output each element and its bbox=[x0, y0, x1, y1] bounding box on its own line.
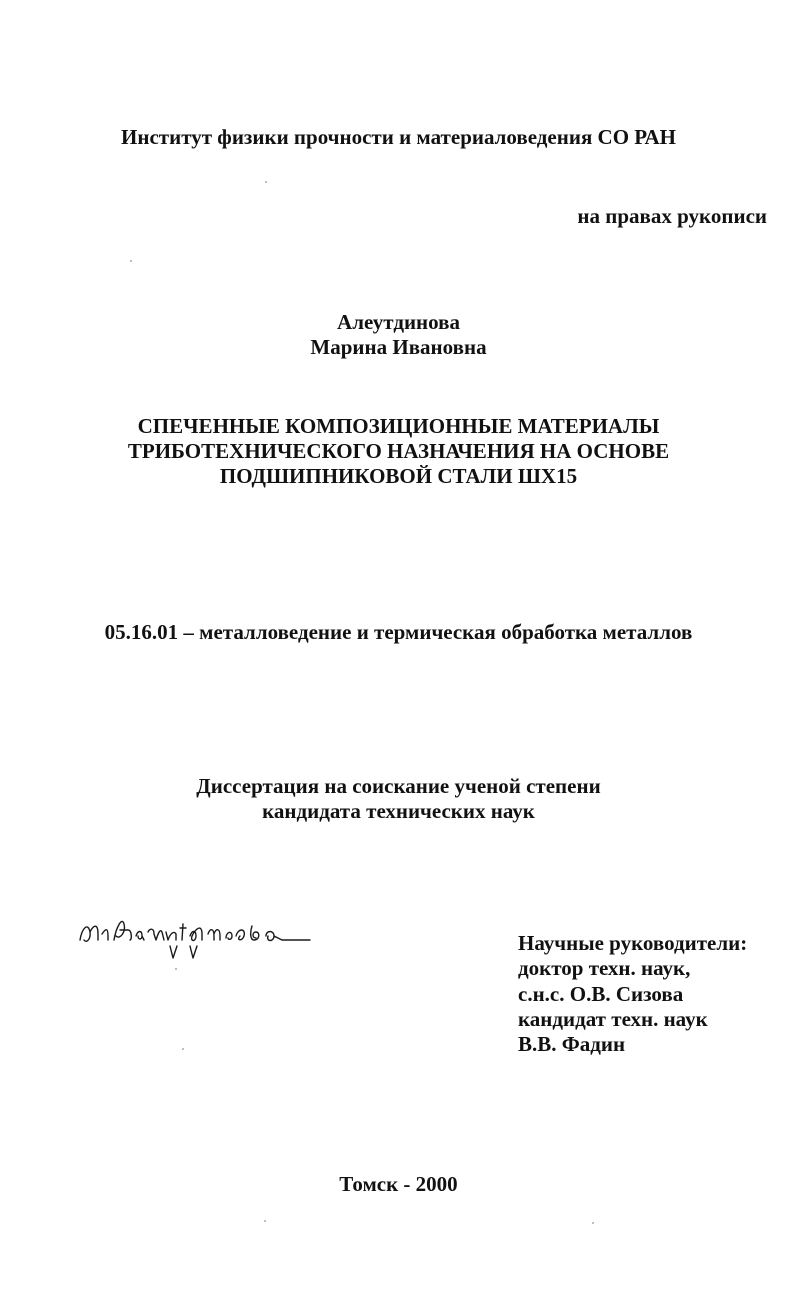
dissertation-title-line-3: ПОДШИПНИКОВОЙ СТАЛИ ШХ15 bbox=[219, 464, 578, 488]
degree-line-1: Диссертация на соискание ученой степени bbox=[196, 774, 601, 798]
manuscript-note: на правах рукописи bbox=[577, 204, 767, 228]
supervisor-line-2: с.н.с. О.В. Сизова bbox=[518, 982, 684, 1006]
degree-line-2: кандидата технических наук bbox=[262, 799, 535, 823]
scan-speck bbox=[182, 1048, 184, 1050]
scan-speck bbox=[130, 260, 132, 262]
specialty-code: 05.16.01 – металловедение и термическая обработка металлов bbox=[104, 620, 693, 644]
supervisor-line-1: доктор техн. наук, bbox=[518, 956, 691, 980]
institute-name: Институт физики прочности и материаловедения СО РАН bbox=[121, 125, 676, 149]
supervisors-heading: Научные руководители: bbox=[518, 931, 748, 955]
scan-speck bbox=[175, 968, 177, 970]
dissertation-title-line-2: ТРИБОТЕХНИЧЕСКОГО НАЗНАЧЕНИЯ НА ОСНОВЕ bbox=[127, 439, 670, 463]
place-and-year: Томск - 2000 bbox=[339, 1172, 458, 1196]
dissertation-title-line-1: СПЕЧЕННЫЕ КОМПОЗИЦИОННЫЕ МАТЕРИАЛЫ bbox=[137, 414, 660, 438]
scan-speck bbox=[592, 1222, 594, 1224]
supervisor-line-3: кандидат техн. наук bbox=[518, 1007, 708, 1031]
author-name: Марина Ивановна bbox=[310, 335, 487, 359]
handwritten-signature bbox=[76, 910, 312, 966]
supervisor-line-4: В.В. Фадин bbox=[518, 1032, 626, 1056]
author-surname: Алеутдинова bbox=[337, 310, 460, 334]
scan-speck bbox=[265, 181, 267, 183]
scan-speck bbox=[264, 1220, 266, 1222]
